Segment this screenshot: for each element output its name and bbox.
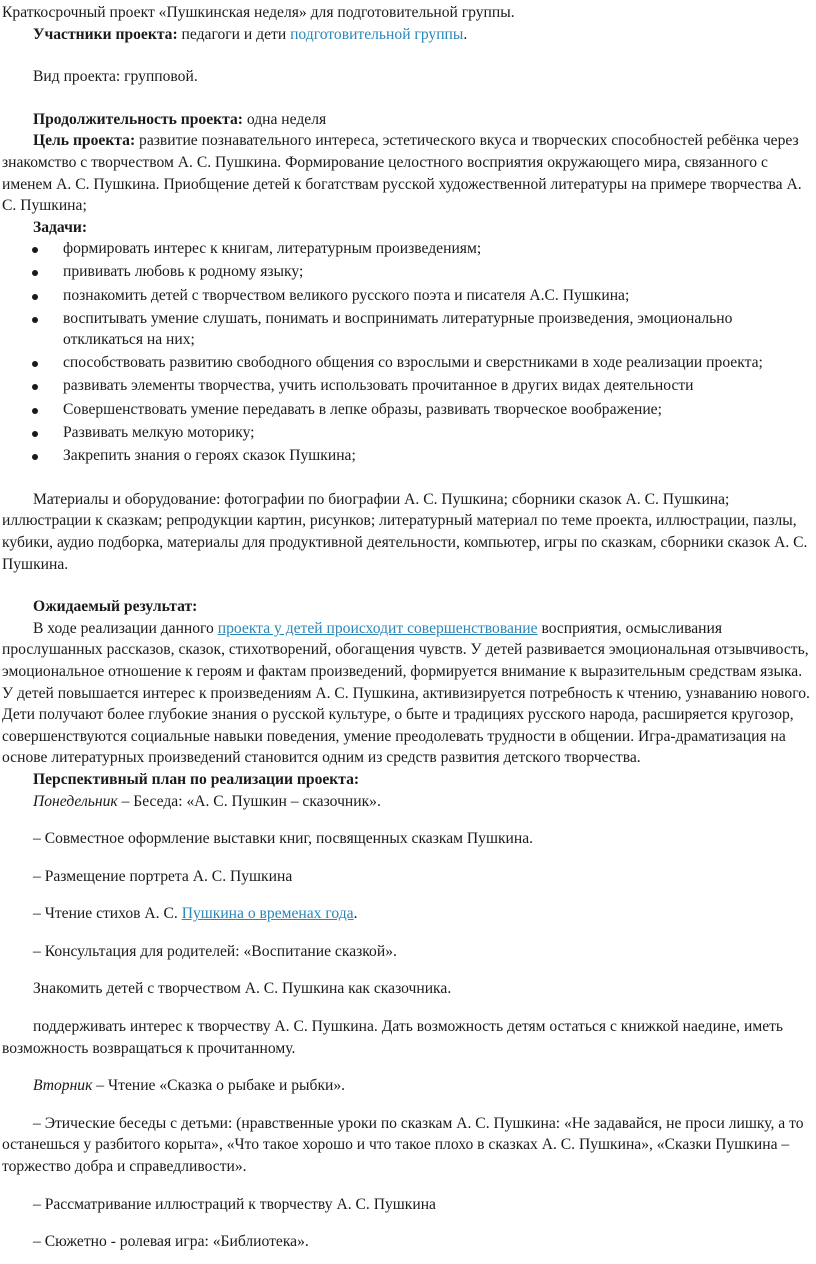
list-item <box>2 238 810 260</box>
list-item <box>2 352 810 374</box>
task-text: формировать интерес к книгам, литературным произведениям; <box>63 240 482 258</box>
list-item <box>2 308 810 351</box>
result-paragraph <box>2 618 810 769</box>
plan-label: Перспективный план по реализации проекта: <box>33 770 360 788</box>
plan-monday <box>2 791 810 813</box>
task-text: Закрепить знания о героях сказок Пушкина; <box>63 446 356 464</box>
tuesday-label: Вторник <box>33 1077 93 1095</box>
plan-exhibition: – Совместное оформление выставки книг, посвященных сказкам Пушкина. <box>33 830 534 848</box>
task-text: Совершенствовать умение передавать в лепке образы, развивать творческое воображение; <box>63 400 662 418</box>
plan-roleplay: – Сюжетно - ролевая игра: «Библиотека». <box>33 1233 309 1251</box>
result-text-before: В ходе реализации данного <box>33 619 218 637</box>
list-item <box>2 399 810 421</box>
duration-paragraph <box>2 109 810 131</box>
goal-label: Цель проекта: <box>33 132 136 150</box>
bullet-icon <box>32 384 38 390</box>
result-link[interactable]: проекта у детей происходит совершенствование <box>217 619 538 637</box>
bullet-icon <box>32 454 38 460</box>
poems-end: . <box>353 905 358 923</box>
tuesday-text: – Чтение «Сказка о рыбаке и рыбки». <box>92 1077 346 1095</box>
project-type: Вид проекта: групповой. <box>33 68 198 86</box>
task-text: развивать элементы творчества, учить использовать прочитанное в других видах деятельности <box>63 377 694 395</box>
plan-consultation: – Консультация для родителей: «Воспитание сказкой». <box>33 942 397 960</box>
participants-group-link[interactable]: подготовительной группы <box>290 25 464 43</box>
plan-portrait: – Размещение портрета А. С. Пушкина <box>33 867 293 885</box>
plan-ethics: – Этические беседы с детьми: (нравственные уроки по сказкам А. С. Пушкина: «Не задавайся, не проси лишку, а то останешься у разбитого корыта», «Что такое хорошо и что такое плохо в сказках А. С. Пушкина», «Сказки Пушкина – торжество добра и справедливости». <box>2 1114 804 1176</box>
result-heading <box>2 596 810 618</box>
list-item <box>2 261 810 283</box>
materials-paragraph: Материалы и оборудование: фотографии по биографии А. С. Пушкина; сборники сказок А. С. Пушкина; иллюстрации к сказкам; репродукции картин, рисунков; литературный материал по теме проекта, иллюстрации, пазлы, кубики, аудио подборка, материалы для продуктивной деятельности, компьютер, игры по сказкам, сборники сказок А. С. Пушкина. <box>2 490 808 573</box>
plan-tuesday <box>2 1075 810 1097</box>
list-item <box>2 422 810 444</box>
participants-end: . <box>463 25 468 43</box>
bullet-icon <box>32 294 38 300</box>
document-title: Краткосрочный проект «Пушкинская неделя» для подготовительной группы. <box>2 4 515 21</box>
task-text: познакомить детей с творчеством великого русского поэта и писателя А.С. Пушкина; <box>63 286 630 304</box>
bullet-icon <box>32 361 38 367</box>
task-text: воспитывать умение слушать, понимать и воспринимать литературные произведения, эмоционально откликаться на них; <box>63 309 733 349</box>
poems-text: – Чтение стихов А. С. <box>33 905 182 923</box>
bullet-icon <box>32 431 38 437</box>
bullet-icon <box>32 247 38 253</box>
monday-text: – Беседа: «А. С. Пушкин – сказочник». <box>117 792 381 810</box>
goal-paragraph <box>2 130 810 216</box>
bullet-icon <box>32 270 38 276</box>
plan-support: поддерживать интерес к творчеству А. С. Пушкина. Дать возможность детям остаться с книжкой наедине, иметь возможность возвращаться к прочитанному. <box>2 1018 784 1057</box>
plan-heading <box>2 769 810 791</box>
monday-label: Понедельник <box>33 792 118 810</box>
result-text-after: восприятия, осмысливания прослушанных рассказов, сказок, стихотворений, обогащения чувств. У детей развивается эмоциональная отзывчивость, эмоциональное отношение к героям и фактам произведений, формируется внимание к выразительным средствам языка. У детей повышается интерес к произведениям А. С. Пушкина, активизируется потребность к чтению, узнаванию нового. Дети получают более глубокие знания о русской культуре, о быте и традициях русского народа, расширяется кругозор, совершенствуются социальные навыки поведения, умение преодолевать трудности в общении. Игра-драматизация на основе литературных произведений становится одним из средств развития детского творчества. <box>2 619 810 767</box>
bullet-icon <box>32 317 38 323</box>
task-text: способствовать развитию свободного общения со взрослыми и сверстниками в ходе реализации проекта; <box>63 354 763 372</box>
poems-link[interactable]: Пушкина о временах года <box>181 905 354 923</box>
tasks-list <box>2 238 810 466</box>
participants-paragraph <box>2 24 810 46</box>
task-text: Развивать мелкую моторику; <box>63 423 255 441</box>
list-item <box>2 445 810 467</box>
participants-label: Участники проекта: <box>33 25 178 43</box>
participants-text: педагоги и дети <box>177 25 291 43</box>
plan-poems <box>2 903 810 925</box>
list-item <box>2 375 810 397</box>
duration-text: одна неделя <box>242 110 327 128</box>
tasks-heading <box>2 217 810 239</box>
result-label: Ожидаемый результат: <box>33 598 198 616</box>
goal-text: развитие познавательного интереса, эстетического вкуса и творческих способностей ребёнка через знакомство с творчеством А. С. Пушкина. Формирование целостного восприятия окружающего мира, связанного с именем А. С. Пушкина. Приобщение детей к богатствам русской художественной литературы на примере творчества А. С. Пушкина; <box>2 132 802 215</box>
plan-section <box>2 791 810 1253</box>
bullet-icon <box>32 408 38 414</box>
duration-label: Продолжительность проекта: <box>33 110 243 128</box>
task-text: прививать любовь к родному языку; <box>63 263 304 281</box>
plan-introduce: Знакомить детей с творчеством А. С. Пушкина как сказочника. <box>33 980 452 998</box>
tasks-label: Задачи: <box>33 218 88 236</box>
plan-illustrations: – Рассматривание иллюстраций к творчеству А. С. Пушкина <box>33 1195 436 1213</box>
list-item <box>2 285 810 307</box>
